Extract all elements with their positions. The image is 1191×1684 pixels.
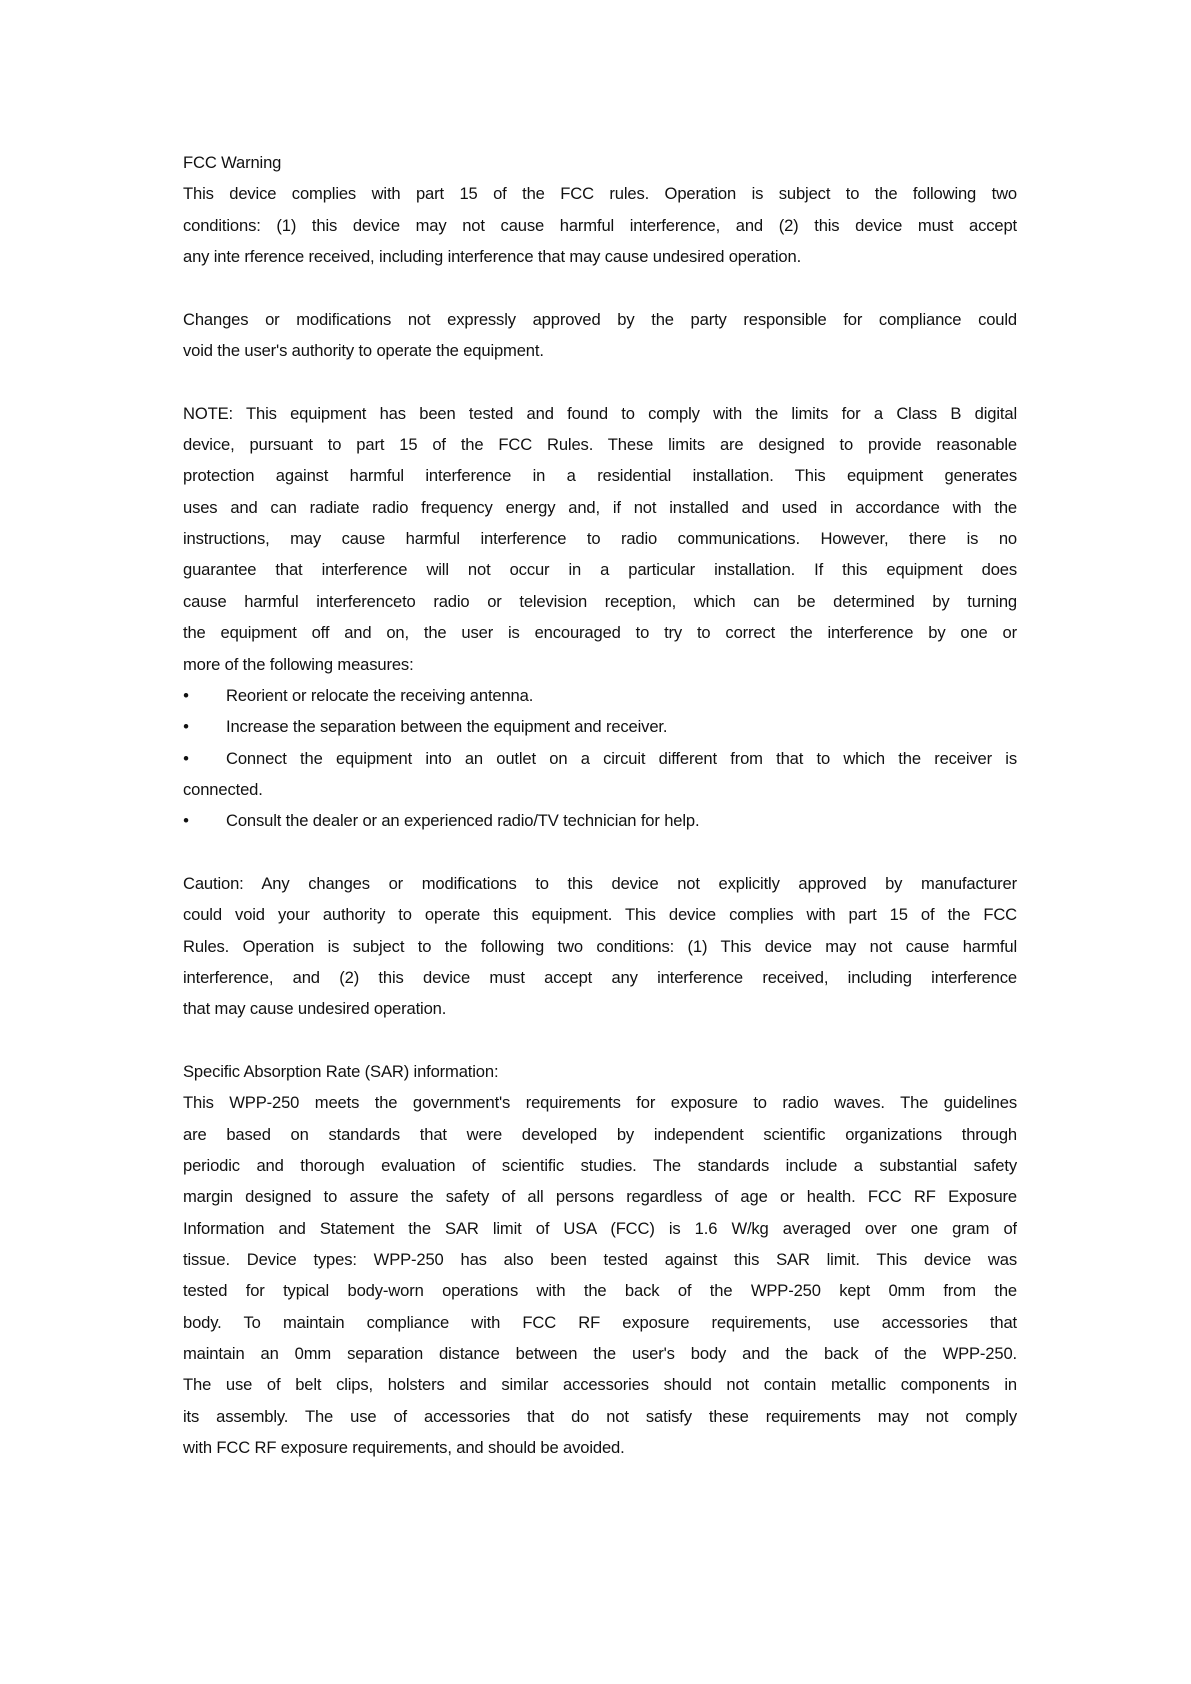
text-line: the equipment off and on, the user is encouraged to try to correct the interference by one or: [183, 623, 1017, 643]
text-line: its assembly. The use of accessories that do not satisfy these requirements may not comply: [183, 1406, 1017, 1426]
text-line: device, pursuant to part 15 of the FCC Rules. These limits are designed to provide reasonable: [183, 435, 1017, 455]
bullet-text: Reorient or relocate the receiving antenna.: [226, 685, 534, 705]
text-line: uses and can radiate radio frequency energy and, if not installed and used in accordance with the: [183, 497, 1017, 517]
paragraph-spacer: [183, 272, 1017, 303]
text-line: FCC Warning: [183, 153, 282, 172]
text-line: NOTE: This equipment has been tested and found to comply with the limits for a Class B digital: [183, 403, 1017, 423]
bullet-item: [183, 743, 1017, 774]
text-line: periodic and thorough evaluation of scientific studies. The standards include a substantial safety: [183, 1156, 1017, 1175]
bullet-icon: •: [183, 717, 189, 737]
text-line: that may cause undesired operation.: [183, 999, 447, 1019]
text-line: body. To maintain compliance with FCC RF exposure requirements, use accessories that: [183, 1312, 1017, 1332]
text-line: with FCC RF exposure requirements, and should be avoided.: [183, 1438, 625, 1458]
bullet-text: Connect the equipment into an outlet on a circuit different from that to which the receiver is: [226, 748, 1017, 768]
text-line: cause harmful interferenceto radio or television reception, which can be determined by turning: [183, 591, 1017, 611]
bullet-item: [183, 711, 1017, 742]
paragraph-spacer: [183, 1025, 1017, 1056]
text-line: void the user's authority to operate the equipment.: [183, 341, 544, 361]
text-line: maintain an 0mm separation distance between the user's body and the back of the WPP-250.: [183, 1344, 1017, 1364]
text-line: The use of belt clips, holsters and similar accessories should not contain metallic components in: [183, 1375, 1017, 1395]
paragraph-spacer: [183, 837, 1017, 868]
text-line: are based on standards that were developed by independent scientific organizations through: [183, 1124, 1017, 1144]
text-line: protection against harmful interference in a residential installation. This equipment generates: [183, 466, 1017, 486]
paragraph: [183, 868, 1017, 1025]
text-line: interference, and (2) this device must accept any interference received, including interference: [183, 967, 1017, 987]
text-line: tissue. Device types: WPP-250 has also been tested against this SAR limit. This device was: [183, 1250, 1017, 1270]
bullet-text: Consult the dealer or an experienced radio/TV technician for help.: [226, 811, 700, 831]
paragraph: [183, 147, 1017, 272]
text-line: more of the following measures:: [183, 654, 414, 674]
text-line: Information and Statement the SAR limit of USA (FCC) is 1.6 W/kg averaged over one gram of: [183, 1218, 1017, 1238]
paragraph: [183, 774, 1017, 805]
text-line: guarantee that interference will not occur in a particular installation. If this equipment does: [183, 560, 1017, 580]
document-page: [183, 147, 1017, 1463]
paragraph: [183, 304, 1017, 367]
text-line: Changes or modifications not expressly approved by the party responsible for compliance could: [183, 309, 1017, 329]
text-line: margin designed to assure the safety of all persons regardless of age or health. FCC RF Exposure: [183, 1187, 1017, 1207]
text-line: This device complies with part 15 of the FCC rules. Operation is subject to the following two: [183, 184, 1017, 204]
paragraph-spacer: [183, 366, 1017, 397]
text-line: conditions: (1) this device may not cause harmful interference, and (2) this device must accept: [183, 215, 1017, 235]
bullet-item: [183, 680, 1017, 711]
paragraph: [183, 398, 1017, 680]
bullet-icon: •: [183, 685, 189, 705]
bullet-item: [183, 805, 1017, 836]
bullet-icon: •: [183, 811, 189, 831]
bullet-text: Increase the separation between the equipment and receiver.: [226, 717, 668, 737]
bullet-icon: •: [183, 748, 189, 768]
text-line: This WPP-250 meets the government's requirements for exposure to radio waves. The guidelines: [183, 1093, 1017, 1113]
text-line: Rules. Operation is subject to the following two conditions: (1) This device may not cause harmful: [183, 936, 1017, 956]
paragraph: [183, 1056, 1017, 1463]
text-line: Specific Absorption Rate (SAR) information:: [183, 1061, 499, 1081]
text-line: tested for typical body-worn operations with the back of the WPP-250 kept 0mm from the: [183, 1281, 1017, 1301]
text-line: connected.: [183, 779, 263, 799]
text-line: instructions, may cause harmful interference to radio communications. However, there is no: [183, 529, 1017, 549]
text-line: Caution: Any changes or modifications to this device not explicitly approved by manufacturer: [183, 873, 1017, 893]
text-line: could void your authority to operate this equipment. This device complies with part 15 of the FCC: [183, 905, 1017, 925]
text-line: any inte rference received, including interference that may cause undesired operation.: [183, 247, 802, 267]
